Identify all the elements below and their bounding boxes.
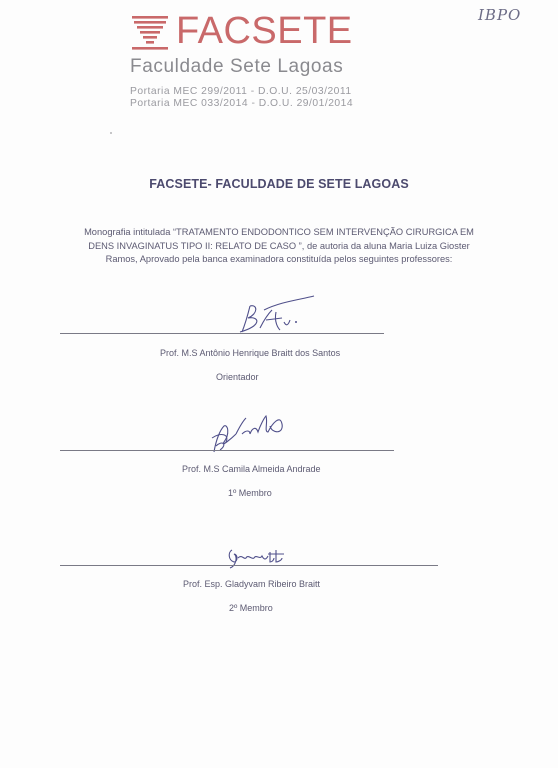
decree-line-1: Portaria MEC 299/2011 - D.O.U. 25/03/2011 [130,86,352,97]
triangle-emblem-icon [132,16,168,52]
logo-subtitle: Faculdade Sete Lagoas [130,56,344,77]
document-title: FACSETE- FACULDADE DE SETE LAGOAS [149,177,409,191]
decree-line-2: Portaria MEC 033/2014 - D.O.U. 29/01/2014 [130,98,354,109]
signature-line-2 [60,450,394,451]
speck-mark [110,132,112,134]
approval-paragraph [62,226,496,267]
logo-wordmark: FACSETE [176,10,353,52]
handwritten-corner-note: IBPO [478,6,522,24]
facsete-logo [128,10,368,54]
examiner-3-name: Prof. Esp. Gladyvam Ribeiro Braitt [183,579,321,589]
signature-line-1 [60,333,384,334]
examiner-1-role: Orientador [216,372,259,382]
paragraph-line: Monografia intitulada “TRATAMENTO ENDODONTICO SEM INTERVENÇÃO CIRURGICA EM [84,227,474,237]
examiner-1-name: Prof. M.S Antônio Henrique Braitt dos Santos [160,348,341,358]
signature-line-3 [60,565,438,566]
signature-examiner-3 [224,544,290,570]
examiner-3-role: 2º Membro [229,603,273,613]
paragraph-line: DENS INVAGINATUS TIPO II: RELATO DE CASO ”, de autoria da aluna Maria Luiza Gioster [88,240,470,251]
examiner-2-role: 1º Membro [228,488,272,498]
signature-examiner-2 [206,404,290,456]
examiner-2-name: Prof. M.S Camila Almeida Andrade [182,464,321,474]
paragraph-line: Ramos, Aprovado pela banca examinadora constituída pelos seguintes professores: [105,254,453,265]
